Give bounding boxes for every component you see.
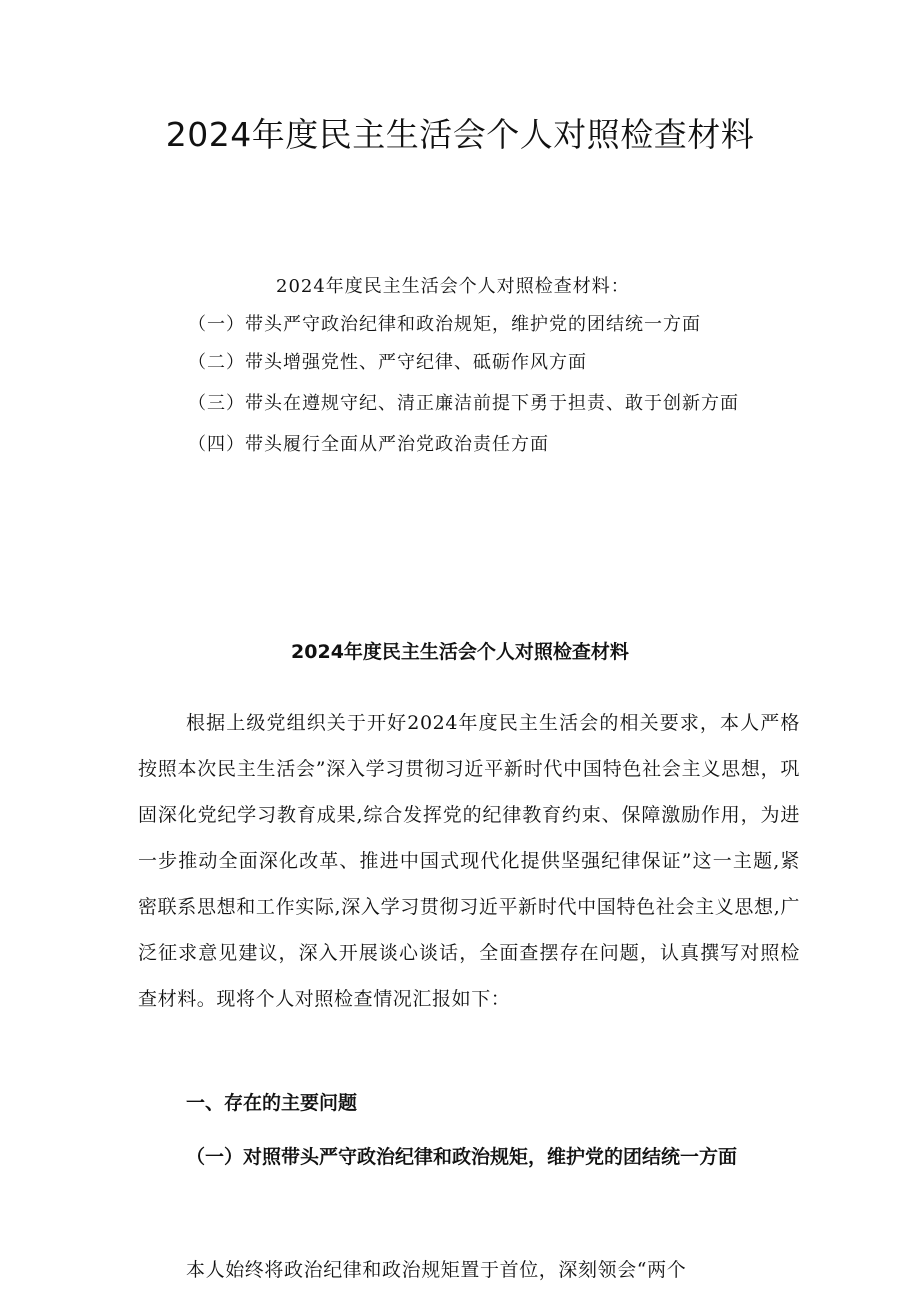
intro-paragraph: 根据上级党组织关于开好2024年度民主生活会的相关要求，本人严格按照本次民主生活会”深入学习贯彻习近平新时代中国特色社会主义思想，巩固深化党纪学习教育成果,综合发挥党的纪律教育约束、保障激励作用，为进一步推动全面深化改革、推进中国式现代化提供坚强纪律保证”这一主题,紧密联系思想和工作实际,深入学习贯彻习近平新时代中国特色社会主义思想,广泛征求意见建议，深入开展谈心谈话，全面查摆存在问题，认真撰写对照检查材料。现将个人对照检查情况汇报如下： xyxy=(138,712,800,1010)
document-title: 2024年度民主生活会个人对照检查材料 xyxy=(165,115,755,154)
heading-level-1: 一、存在的主要问题 xyxy=(186,1092,358,1114)
toc-item: （三）带头在遵规守纪、清正廉洁前提下勇于担责、敢于创新方面 xyxy=(188,393,739,414)
toc-item: （四）带头履行全面从严治党政治责任方面 xyxy=(188,434,549,455)
section-title: 2024年度民主生活会个人对照检查材料 xyxy=(291,641,629,663)
toc-item: （一）带头严守政治纪律和政治规矩，维护党的团结统一方面 xyxy=(188,314,701,335)
toc-item: （二）带头增强党性、严守纪律、砥砺作风方面 xyxy=(188,352,587,373)
toc-heading: 2024年度民主生活会个人对照检查材料： xyxy=(276,276,630,297)
heading-level-2: （一）对照带头严守政治纪律和政治规矩，维护党的团结统一方面 xyxy=(186,1146,738,1168)
body-paragraph: 本人始终将政治纪律和政治规矩置于首位，深刻领会“两个 xyxy=(186,1259,687,1281)
table-of-contents xyxy=(138,268,798,464)
